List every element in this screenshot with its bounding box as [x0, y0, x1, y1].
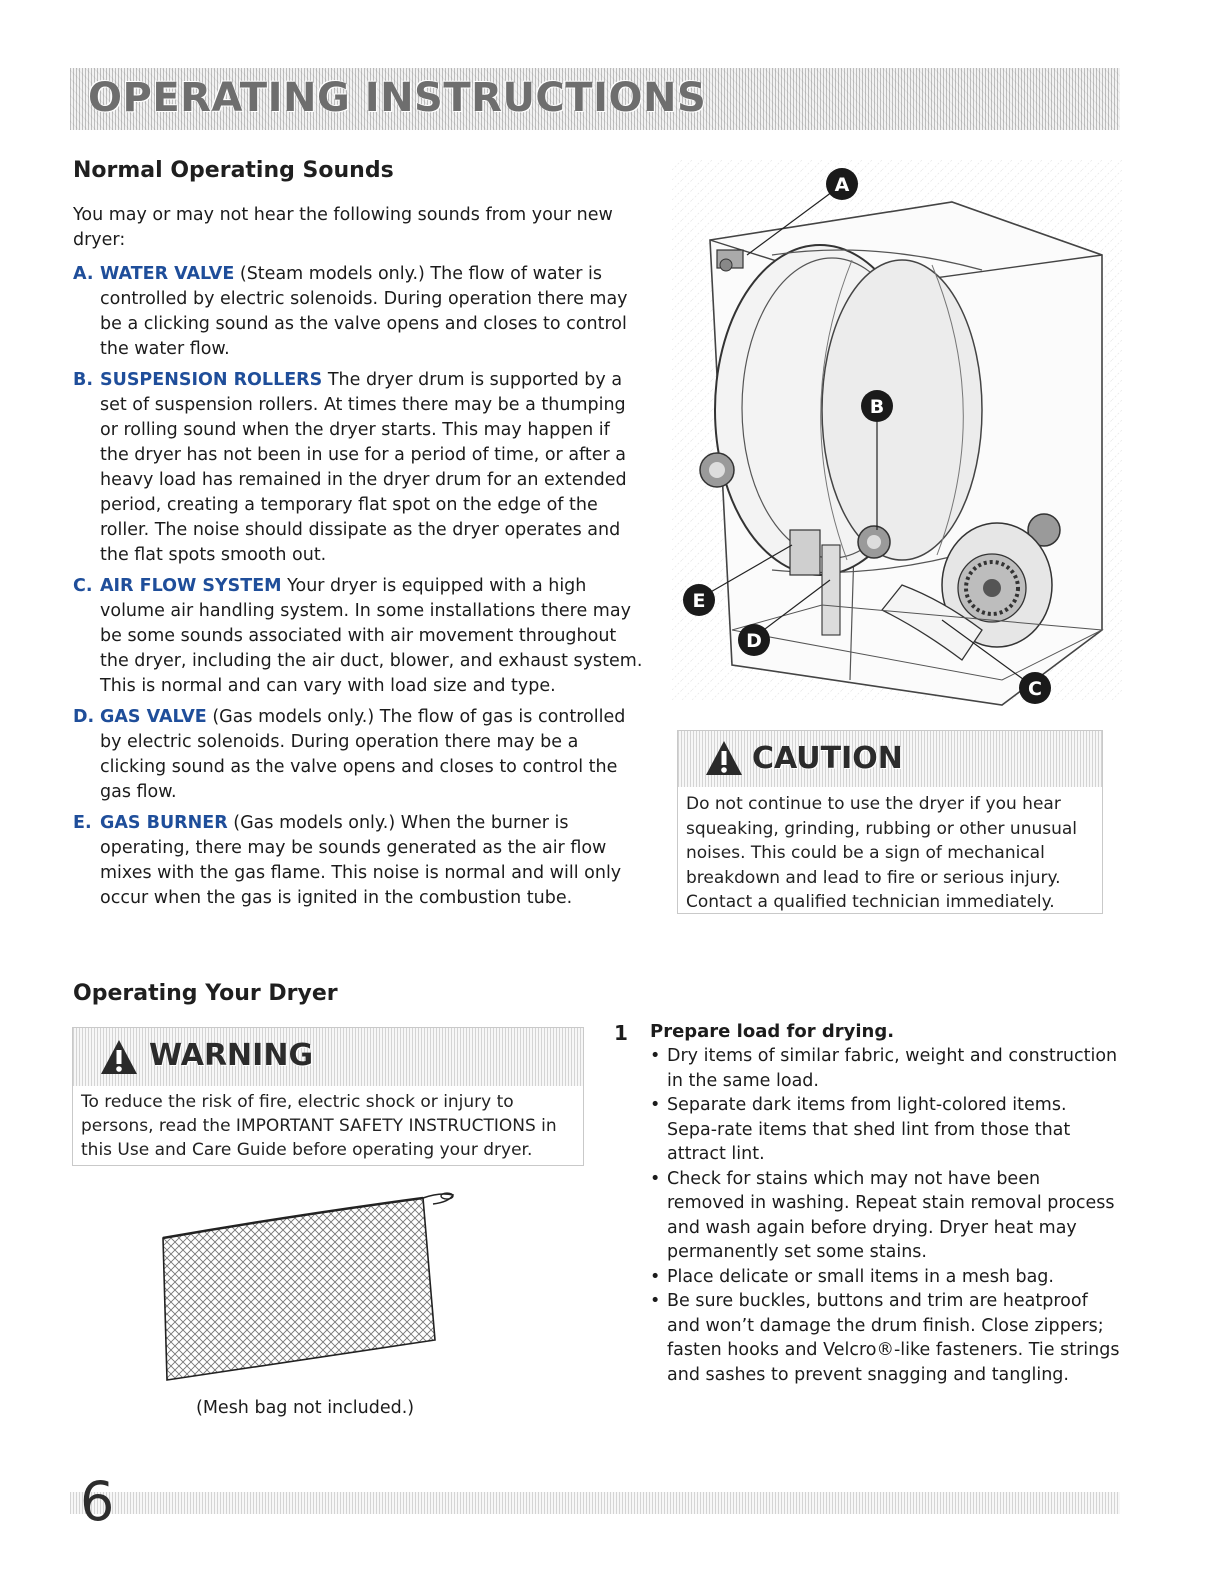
svg-text:B: B [869, 396, 885, 418]
list-item: • Place delicate or small items in a mesh bag. [650, 1266, 1054, 1287]
page-number: 6 [80, 1470, 115, 1533]
mesh-bag-illustration [155, 1190, 465, 1390]
callout-c [1019, 672, 1051, 704]
sounds-list [73, 262, 643, 917]
callout-b [861, 390, 893, 422]
caution-header [678, 731, 1102, 787]
callout-e [683, 584, 715, 616]
sounds-heading: Normal Operating Sounds [73, 158, 394, 183]
list-item: • Check for stains which may not have been removed in washing. Repeat stain removal process and wash again before drying. Dryer heat may permanently set some stains. [650, 1168, 1115, 1262]
sound-text: Your dryer is equipped with a high volume air handling system. In some installations there may be some sounds associated with air movement throughout the dryer, including the air duct, blower, and exhaust system. This is normal and can vary with load size and type. [100, 576, 643, 696]
list-item: • Separate dark items from light-colored items. Sepa-rate items that shed lint from those that attract lint. [650, 1095, 1071, 1164]
sound-name: GAS BURNER [100, 813, 228, 833]
sound-text: (Gas models only.) The flow of gas is controlled by electric solenoids. During operation there may be a clicking sound as the valve opens and closes to control the gas flow. [100, 707, 626, 802]
sound-name: AIR FLOW SYSTEM [100, 576, 282, 596]
sound-letter: C. [73, 576, 93, 596]
footer-bar [70, 1492, 1120, 1514]
sounds-intro: You may or may not hear the following sounds from your new dryer: [73, 205, 613, 250]
sound-name: SUSPENSION ROLLERS [100, 370, 323, 390]
step-bullet-list [650, 1044, 1120, 1387]
list-item: • Dry items of similar fabric, weight and construction in the same load. [650, 1046, 1118, 1091]
step-title: Prepare load for drying. [650, 1021, 895, 1042]
svg-text:C: C [1028, 678, 1042, 700]
step-number: 1 [614, 1021, 628, 1045]
sound-item-gas-burner [73, 811, 643, 911]
warning-triangle-icon [704, 739, 744, 777]
sound-letter: A. [73, 264, 94, 284]
sound-letter: B. [73, 370, 93, 390]
warning-triangle-icon [99, 1038, 139, 1076]
header-banner [70, 68, 1120, 130]
dryer-diagram [672, 160, 1122, 720]
warning-box [72, 1027, 584, 1166]
sound-item-air-flow-system [73, 574, 643, 699]
sound-text: (Gas models only.) When the burner is operating, there may be sounds generated as the air flow mixes with the gas flame. This noise is normal and will only occur when the gas is ignited in the combustion tube. [100, 813, 622, 908]
sound-item-water-valve [73, 262, 643, 362]
sound-text: (Steam models only.) The flow of water is controlled by electric solenoids. During operation there may be a clicking sound as the valve opens and closes to control the water flow. [100, 264, 628, 359]
list-item: • Be sure buckles, buttons and trim are heatproof and won’t damage the drum finish. Close zippers; fasten hooks and Velcro®-like fasteners. Tie strings and sashes to prevent snagging and tangling. [650, 1291, 1120, 1385]
mesh-bag-caption: (Mesh bag not included.) [196, 1398, 415, 1418]
warning-header [73, 1028, 583, 1086]
svg-text:D: D [746, 630, 762, 652]
sound-item-suspension-rollers [73, 368, 643, 568]
sound-text: The dryer drum is supported by a set of suspension rollers. At times there may be a thumping or rolling sound when the dryer starts. This may happen if the dryer has not been in use for a period of time, or after a heavy load has remained in the dryer drum for an extended period, creating a temporary flat spot on the edge of the roller. The noise should dissipate as the dryer operates and the flat spots smooth out. [100, 370, 627, 565]
sound-name: WATER VALVE [100, 264, 235, 284]
caution-box [677, 730, 1103, 914]
caution-text: Do not continue to use the dryer if you hear squeaking, grinding, rubbing or other unusual noises. This could be a sign of mechanical breakdown and lead to fire or serious injury. Contact a qualified technician immediately. [686, 794, 1078, 912]
page-title: OPERATING INSTRUCTIONS [88, 75, 707, 121]
sound-letter: E. [73, 813, 92, 833]
callout-a [826, 168, 858, 200]
warning-text: To reduce the risk of fire, electric shock or injury to persons, read the IMPORTANT SAFETY INSTRUCTIONS in this Use and Care Guide before operating your dryer. [81, 1092, 557, 1160]
sound-letter: D. [73, 707, 95, 727]
caution-title: CAUTION [752, 741, 903, 776]
callout-d [738, 624, 770, 656]
sound-name: GAS VALVE [100, 707, 207, 727]
svg-text:A: A [834, 174, 850, 196]
warning-title: WARNING [149, 1038, 314, 1073]
operating-heading: Operating Your Dryer [73, 981, 338, 1006]
svg-text:E: E [692, 590, 706, 612]
sound-item-gas-valve [73, 705, 643, 805]
